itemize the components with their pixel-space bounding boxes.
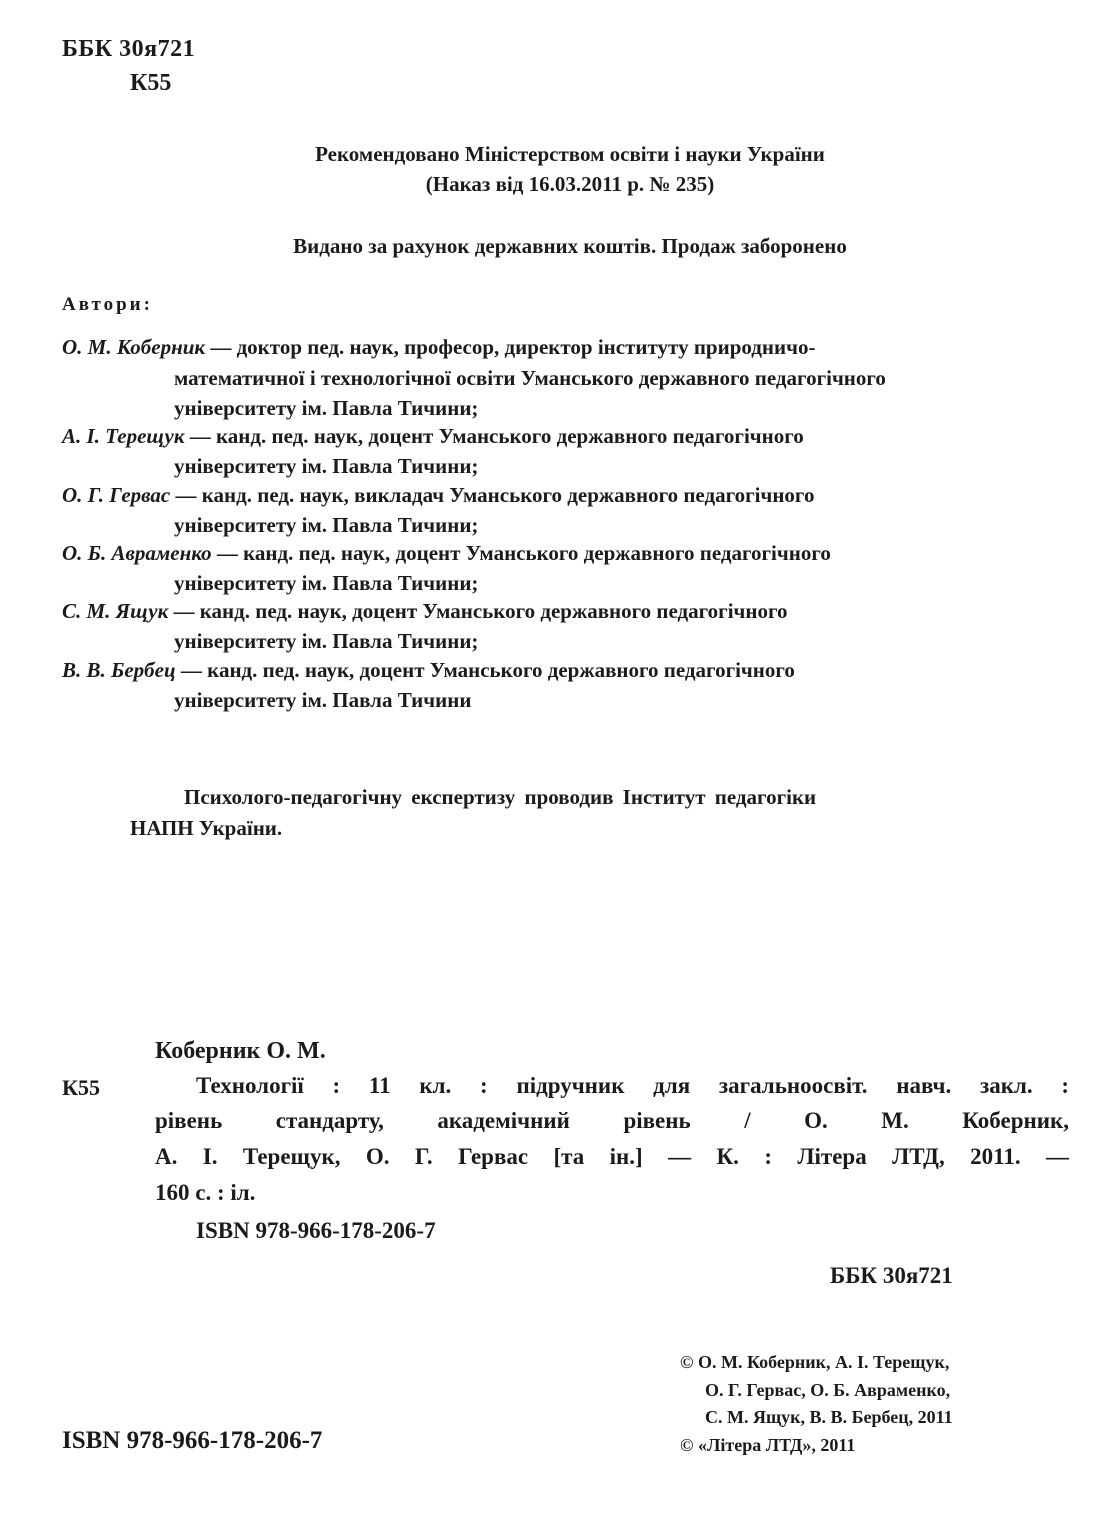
catalog-card-line: Технології : 11 кл. : підручник для загальноосвіт. навч. закл. :	[196, 1073, 1069, 1098]
author-description-continued: математичної і технологічної освіти Уманського державного педагогічного	[174, 366, 886, 390]
author-entry	[62, 335, 815, 360]
copyright-line: © «Літера ЛТД», 2011	[680, 1435, 856, 1455]
author-description: — канд. пед. наук, доцент Уманського державного педагогічного	[184, 424, 804, 448]
author-description-continued: університету ім. Павла Тичини;	[174, 629, 479, 653]
catalog-card-line: А. І. Терещук, О. Г. Гервас [та ін.] — К. : Літера ЛТД, 2011. —	[155, 1144, 1069, 1169]
recommendation-line-2: (Наказ від 16.03.2011 р. № 235)	[425, 172, 715, 196]
copyright-line: С. М. Ящук, В. В. Бербец, 2011	[705, 1407, 953, 1427]
author-mark: К55	[130, 70, 172, 96]
expertise-note-continued: НАПН України.	[130, 816, 283, 840]
author-description-continued: університету ім. Павла Тичини;	[174, 454, 479, 478]
author-entry	[62, 483, 814, 508]
isbn: ISBN 978-966-178-206-7	[62, 1427, 323, 1454]
author-description-continued: університету ім. Павла Тичини;	[174, 513, 479, 537]
author-name: О. М. Коберник	[62, 335, 206, 359]
author-name: О. Г. Гервас	[62, 483, 171, 507]
recommendation-line-1: Рекомендовано Міністерством освіти і науки України	[315, 142, 825, 166]
author-description-continued: університету ім. Павла Тичини;	[174, 396, 479, 420]
author-entry	[62, 424, 804, 449]
author-description-continued: університету ім. Павла Тичини	[174, 688, 472, 712]
author-name: О. Б. Авраменко	[62, 541, 212, 565]
author-description: — канд. пед. наук, доцент Уманського державного педагогічного	[175, 658, 795, 682]
author-description: — канд. пед. наук, викладач Уманського державного педагогічного	[170, 483, 815, 507]
catalog-card-isbn: ISBN 978-966-178-206-7	[196, 1218, 436, 1243]
author-description: — доктор пед. наук, професор, директор інституту природничо-	[205, 335, 816, 359]
author-name: А. І. Терещук	[62, 424, 185, 448]
catalog-card-bbk: ББК 30я721	[830, 1263, 953, 1288]
authors-heading: Автори:	[62, 294, 153, 315]
funding-note: Видано за рахунок державних коштів. Продаж заборонено	[293, 234, 847, 258]
expertise-note: Психолого-педагогічну експертизу проводив Інститут педагогіки	[184, 785, 817, 809]
catalog-card-author: Коберник О. М.	[155, 1038, 326, 1064]
author-name: В. В. Бербец	[62, 658, 176, 682]
catalog-card-line: рівень стандарту, академічний рівень / О. М. Коберник,	[155, 1108, 1069, 1133]
author-name: С. М. Ящук	[62, 599, 169, 623]
catalog-card-line: 160 с. : іл.	[155, 1180, 256, 1205]
author-description: — канд. пед. наук, доцент Уманського державного педагогічного	[211, 541, 831, 565]
author-description: — канд. пед. наук, доцент Уманського державного педагогічного	[168, 599, 788, 623]
bbk-code: ББК 30я721	[62, 36, 196, 62]
author-entry	[62, 599, 788, 624]
author-entry	[62, 541, 831, 566]
catalog-card-mark: К55	[62, 1075, 100, 1100]
copyright-line: © О. М. Коберник, А. І. Терещук,	[680, 1352, 950, 1372]
author-description-continued: університету ім. Павла Тичини;	[174, 571, 479, 595]
copyright-line: О. Г. Гервас, О. Б. Авраменко,	[705, 1380, 951, 1400]
author-entry	[62, 658, 795, 683]
